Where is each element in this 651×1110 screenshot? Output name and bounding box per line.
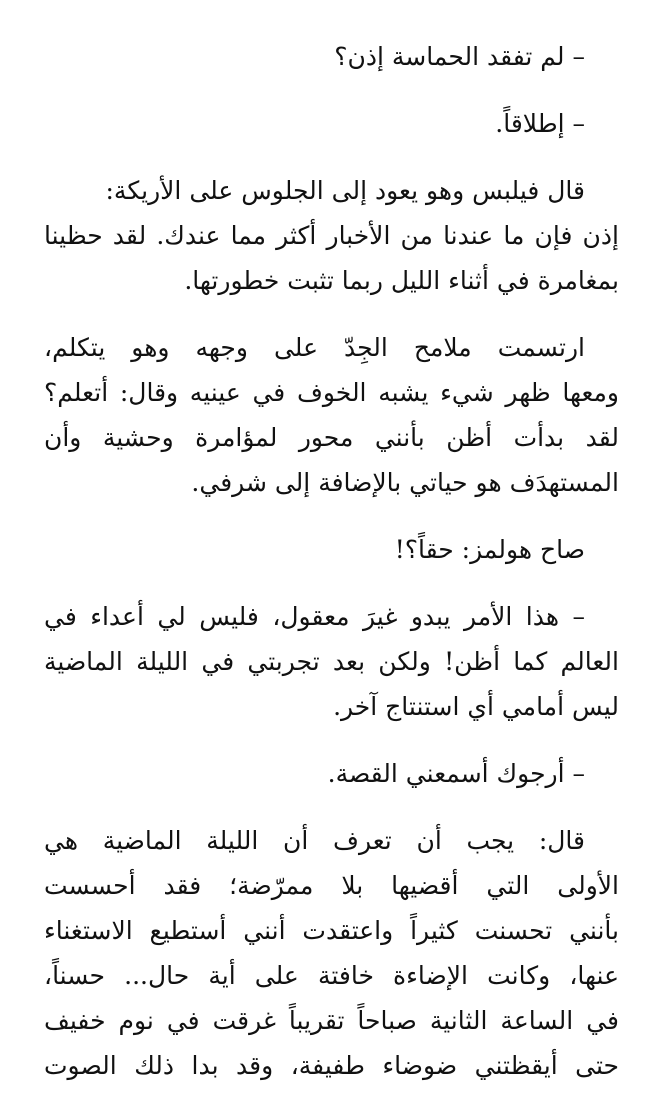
paragraph-8 — [44, 818, 619, 1088]
text-line: المستهدَف هو حياتي بالإضافة إلى شرفي. — [191, 468, 619, 497]
text-line: – إطلاقاً. — [495, 109, 585, 138]
text-line: بمغامرة في أثناء الليل ربما تثبت خطورتها. — [184, 266, 619, 295]
paragraph-2 — [44, 101, 619, 146]
paragraph-1 — [44, 34, 619, 79]
text-line: – أرجوك أسمعني القصة. — [327, 759, 585, 788]
text-line: في الساعة الثانية صباحاً تقريباً غرقت في نوم خفيف — [44, 1006, 619, 1035]
text-line: بأنني تحسنت كثيراً واعتقدت أنني أستطيع الاستغناء — [44, 916, 619, 945]
text-line: ومعها ظهر شيء يشبه الخوف في عينيه وقال: أتعلم؟ — [44, 378, 619, 407]
text-line: ليس أمامي أي استنتاج آخر. — [333, 692, 619, 721]
text-line: الأولى التي أقضيها بلا ممرّضة؛ فقد أحسست — [44, 871, 619, 900]
text-line: حتى أيقظتني ضوضاء طفيفة، وقد بدا ذلك الصوت — [44, 1051, 619, 1080]
text-line: – هذا الأمر يبدو غيرَ معقول، فليس لي أعداء في — [44, 602, 585, 631]
text-line: قال: يجب أن تعرف أن الليلة الماضية هي — [44, 826, 585, 855]
text-line: لقد بدأت أظن بأنني محور لمؤامرة وحشية وأن — [44, 423, 619, 452]
paragraph-6 — [44, 594, 619, 729]
text-line: – لم تفقد الحماسة إذن؟ — [334, 42, 585, 71]
text-line: قال فيلبس وهو يعود إلى الجلوس على الأريكة: — [105, 176, 585, 205]
text-line: ارتسمت ملامح الجِدّ على وجهه وهو يتكلم، — [44, 333, 585, 362]
text-line: صاح هولمز: حقاً؟! — [394, 535, 585, 564]
text-line: عنها، وكانت الإضاءة خافتة على أية حال... حسناً، — [44, 961, 619, 990]
paragraph-7 — [44, 751, 619, 796]
book-page — [44, 34, 619, 1110]
text-line: إذن فإن ما عندنا من الأخبار أكثر مما عندك. لقد حظينا — [44, 221, 619, 250]
paragraph-4 — [44, 325, 619, 505]
paragraph-5 — [44, 527, 619, 572]
paragraph-3 — [44, 168, 619, 303]
text-line: العالم كما أظن! ولكن بعد تجربتي في الليلة الماضية — [44, 647, 619, 676]
